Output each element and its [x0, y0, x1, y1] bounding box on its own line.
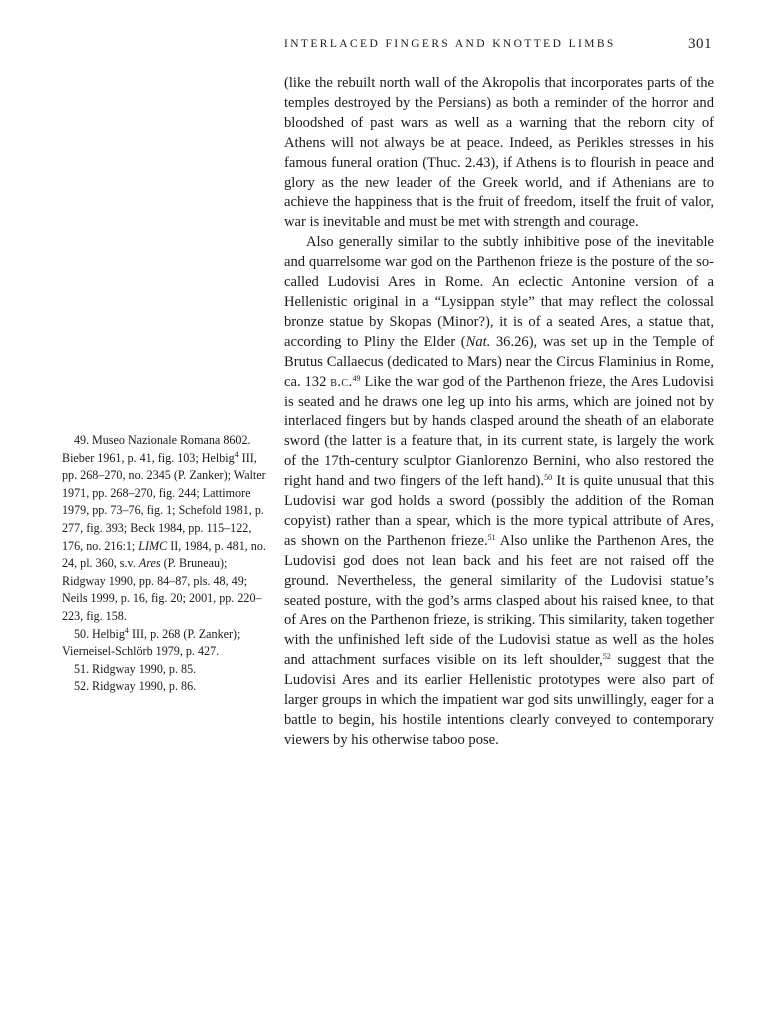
footnote-text: Ridgway 1990, p. 85.	[92, 661, 197, 676]
footnote-text: Helbig	[92, 626, 125, 641]
footnote-number: 50.	[74, 626, 90, 641]
footnote-52	[62, 678, 272, 696]
running-head: INTERLACED FINGERS AND KNOTTED LIMBS	[284, 38, 616, 50]
edition-superscript: 4	[124, 625, 129, 635]
footnote-ref-50[interactable]: 50	[544, 473, 553, 483]
footnote-50	[62, 626, 272, 661]
footnote-number: 51.	[74, 661, 90, 676]
footnote-number: 49.	[74, 433, 90, 447]
p2-era: b.c.	[330, 373, 353, 390]
footnote-italic: Ares	[138, 556, 161, 571]
footnote-text: II, 1984, p. 481, no. 24, pl. 360, s.v.	[62, 538, 266, 571]
page-number: 301	[688, 36, 712, 52]
p2-text-a: Also generally similar to the subtly inhibitive pose of the inevitable and quarrelsome war god on the Parthenon frieze is the posture of the so-called Ludovisi Ares in Rome. An eclectic Antonine version of a Hellenistic original in a “Lysippan style” that may reflect the colossal bronze statue by Skopas (Minor?), it is of a seated Ares, a statue that, according to Pliny the Elder (	[284, 234, 714, 350]
footnote-ref-49[interactable]: 49	[352, 373, 361, 383]
main-text	[284, 74, 714, 751]
footnote-number: 52.	[74, 679, 90, 694]
footnote-text: Ridgway 1990, p. 86.	[92, 679, 197, 694]
p2-text-d: It is quite unusual that this Ludovisi war god holds a sword (possibly the addition of the Roman copyist) rather than a spear, which is the more typical attribute of Ares, as shown on the Parthenon frieze.	[284, 473, 715, 549]
p2-text-f: suggest that the Ludovisi Ares and its earlier Hellenistic prototypes were also part of larger groups in which the impatient war god sits unwillingly, eager for a battle to begin, his hostile intentions clearly conveyed to contemporary viewers by his otherwise taboo pose.	[284, 652, 714, 748]
p2-text-b: 36.26), was set up in the Temple of Brutus Callaecus (dedicated to Mars) near the Circus Flaminius in Rome, ca. 132	[284, 333, 714, 390]
p2-citation-italic: Nat.	[465, 333, 491, 350]
footnote-italic: LIMC	[138, 538, 168, 553]
p2-text-e: Also unlike the Parthenon Ares, the Ludovisi god does not lean back and his feet are not raised off the ground. Nevertheless, the general similarity of the Ludovisi statue’s seated posture, with the god’s arms clasped about his raised knee, to that of Ares on the Parthenon frieze, is striking. This similarity, taken together with the unfinished left side of the Ludovisi statue as well as the holes and attachment surfaces visible on its left shoulder,	[284, 532, 714, 669]
footnote-ref-52[interactable]: 52	[602, 652, 611, 662]
footnote-text: (P. Bruneau); Ridgway 1990, pp. 84–87, pls. 48, 49; Neils 1999, p. 16, fig. 20; 2001, pp. 220–223, fig. 158.	[62, 556, 262, 623]
footnote-text: III, p. 268 (P. Zanker); Vierneisel-Schlörb 1979, p. 427.	[62, 626, 241, 659]
paragraph-1: (like the rebuilt north wall of the Akropolis that incorporates parts of the temples destroyed by the Persians) as both a reminder of the horror and bloodshed of past wars as well as a warning that the reborn city of Athens will not always be at peace. Indeed, as Perikles stresses in his famous funeral oration (Thuc. 2.43), if Athens is to flourish in peace and glory as the new leader of the Greek world, and if Athenians are to achieve the happiness that is the fruit of freedom, itself the fruit of valor, war is inevitable and must be met with strength and courage.	[284, 75, 714, 231]
p2-text-c: Like the war god of the Parthenon frieze, the Ares Ludovisi is seated and he draws one leg up into his arms, which are joined not by interlaced fingers but by hands clasped around the sheath of an elaborate sword (the latter is a feature that, in its current state, is largely the work of the 17th-century sculptor Gianlorenzo Bernini, who also restored the right hand and two fingers of the left hand).	[284, 373, 714, 490]
paragraph-2	[284, 233, 714, 751]
edition-superscript: 4	[234, 449, 239, 459]
footnotes	[62, 432, 272, 696]
footnote-ref-51[interactable]: 51	[487, 532, 496, 542]
footnote-49	[62, 432, 272, 626]
footnote-text: III, pp. 268–270, no. 2345 (P. Zanker); Walter 1971, pp. 268–270, fig. 244; Lattimore 1979, pp. 73–76, fig. 1; Schefold 1981, p. 277, fig. 393; Beck 1984, pp. 115–122, 176, no. 216:1;	[62, 450, 266, 553]
footnote-51	[62, 661, 272, 679]
footnote-text: Museo Nazionale Romana 8602. Bieber 1961, p. 41, fig. 103; Helbig	[62, 433, 251, 465]
